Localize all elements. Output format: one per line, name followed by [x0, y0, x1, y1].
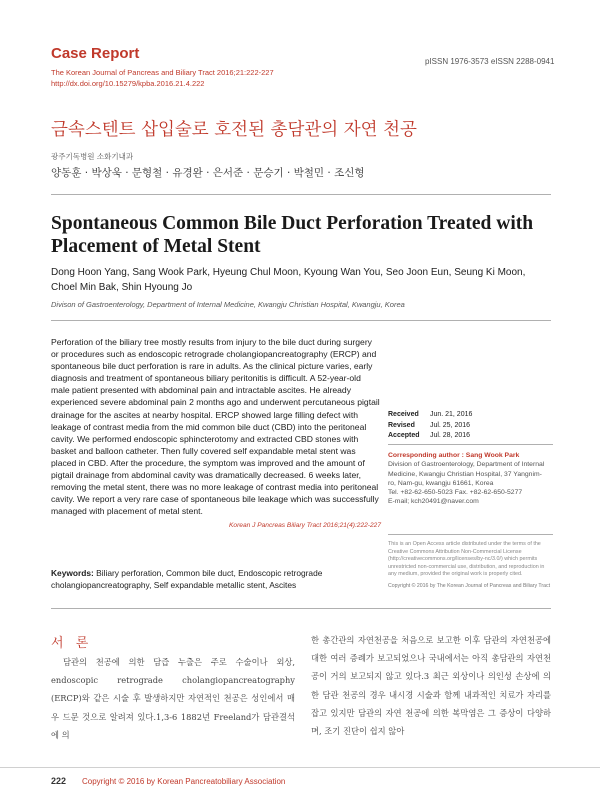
- corr-email[interactable]: E-mail; kch20491@naver.com: [388, 498, 479, 506]
- divider: [388, 534, 553, 535]
- korean-title: 금속스텐트 삽입술로 호전된 총담관의 자연 천공: [51, 120, 417, 140]
- abstract-citation: Korean J Pancreas Biliary Tract 2016;21(4):222-227: [229, 522, 381, 529]
- issn: pISSN 1976-3573 eISSN 2288-0941: [425, 57, 555, 66]
- keywords-text: Biliary perforation, Common bile duct, Endoscopic retrograde cholangiopancreatography, Self expandable metallic stent, Ascites: [51, 568, 323, 590]
- accepted-date: Accepted Jul. 28, 2016: [388, 432, 471, 439]
- divider: [51, 608, 551, 609]
- footer-copyright: Copyright © 2016 by Korean Pancreatobiliary Association: [82, 777, 286, 786]
- keywords-label: Keywords:: [51, 568, 94, 578]
- english-affiliation: Divison of Gastroenterology, Department of Internal Medicine, Kwangju Christian Hospital, Kwangju, Korea: [51, 300, 405, 309]
- article-type: Case Report: [51, 45, 140, 62]
- body-column-right: [311, 631, 551, 740]
- article-dates: [388, 410, 553, 442]
- divider: [51, 194, 551, 195]
- english-authors: Dong Hoon Yang, Sang Wook Park, Hyeung Chul Moon, Kyoung Wan You, Seo Joon Eun, Seung Ki Moon, Choel Min Bak, Shin Hyoung Jo: [51, 267, 526, 293]
- license-text: This is an Open Access article distributed under the terms of the Creative Commons Attribution Non-Commercial License (http://creativecommons.org/licenses/by-nc/3.0/) which permits unrestricted non-commercial use, distribution, and reproduction in any medium, provided the original work is properly cited.: [388, 541, 545, 578]
- corr-address: Medicine, Kwangju Christian Hospital, 37 Yangnim-: [388, 470, 542, 478]
- journal-citation: The Korean Journal of Pancreas and Biliary Tract 2016;21:222-227: [51, 68, 274, 77]
- corr-phone: Tel. +82-62-650-5023 Fax. +82-62-650-5277: [388, 489, 523, 497]
- abstract: Perforation of the biliary tree mostly results from injury to the bile duct during surgery or procedures such as endoscopic retrograde cholangiopancreatography (ERCP) and spontaneous bile duct perforation is rare in adults. As the clinical picture varies, early diagnosis and treatment of spontaneous biliary peritonitis is difficult. A 52-year-old male patient presented with abdominal pain and intractable ascites. He already experienced severe abdominal pain 2 months ago and underwent percutaneous pigtail drainage for the ascites at nearby hospital. ERCP showed large filling defect with leakage of contrast media from the mid common bile duct (CBD) into the peritoneal cavity. We performed endoscopic sphincterotomy and extracted CBD stones with basket and balloon catheter. Then fully covered self expandable metal stent was placed in CBD. After the procedure, the symptom was improved and the amount of pigtail drainage from abdominal cavity was dramatically decreased. 6 weeks later, removing the metal stent, there was no more leakage of contrast media into peritoneal cavity. We report a very rare case of spontaneous bile leakage which was successfully managed with placement of metal stent.: [51, 337, 380, 517]
- doi-link[interactable]: http://dx.doi.org/10.15279/kpba.2016.21.4.222: [51, 79, 205, 88]
- corresponding-author-name: Corresponding author : Sang Wook Park: [388, 452, 520, 459]
- corr-address: Division of Gastroenterology, Department of Internal: [388, 461, 545, 469]
- divider: [388, 444, 553, 445]
- divider: [51, 320, 551, 321]
- english-title: Spontaneous Common Bile Duct Perforation Treated with Placement of Metal Stent: [51, 213, 534, 257]
- revised-date: Revised Jul. 25, 2016: [388, 421, 471, 429]
- paragraph: 담관의 천공에 의한 담즙 누출은 주로 수술이나 외상, endoscopic retrograde cholangiopancreatography (ERCP)와 같은 시술 후 발생하지만 자연적인 천공은 성인에서 매우 드문 것으로 알려져 있다.1,3-6 1882년 Freeland가 담관결석에 의: [51, 657, 295, 740]
- received-date: Received Jun. 21, 2016: [388, 411, 473, 418]
- section-title: 서 론: [51, 636, 93, 651]
- footer-divider: [0, 767, 600, 768]
- korean-authors: 양동훈 · 박상욱 · 문형철 · 유경완 · 은서준 · 문승기 · 박철민 · 조신형: [51, 167, 365, 179]
- body-column-left: [51, 653, 295, 744]
- corresponding-author: [388, 451, 553, 507]
- paragraph: 한 총간관의 자연천공을 처음으로 보고한 이후 담관의 자연천공에 대한 여러 증례가 보고되었으나 국내에서는 아직 총담관의 자연천공이 거의 보고되지 않고 있다.3 최근 외상이나 의인성 손상에 의한 담관 천공의 경우 내시경 시술과 함께 내과적인 치료가 자리를 잡고 있지만 담관의 자연 천공에 의한 복막염은 그 증상이 다양하며, 조기 진단이 쉽지 않아: [311, 635, 551, 737]
- keywords: [51, 567, 381, 591]
- corr-address: ro, Nam-gu, kwangju 61661, Korea: [388, 479, 494, 487]
- korean-affiliation: 광주기독병원 소화기내과: [51, 152, 134, 161]
- page-number: 222: [51, 776, 67, 786]
- side-copyright: Copyright © 2016 by The Korean Journal of Pancreas and Biliary Tract: [388, 583, 551, 589]
